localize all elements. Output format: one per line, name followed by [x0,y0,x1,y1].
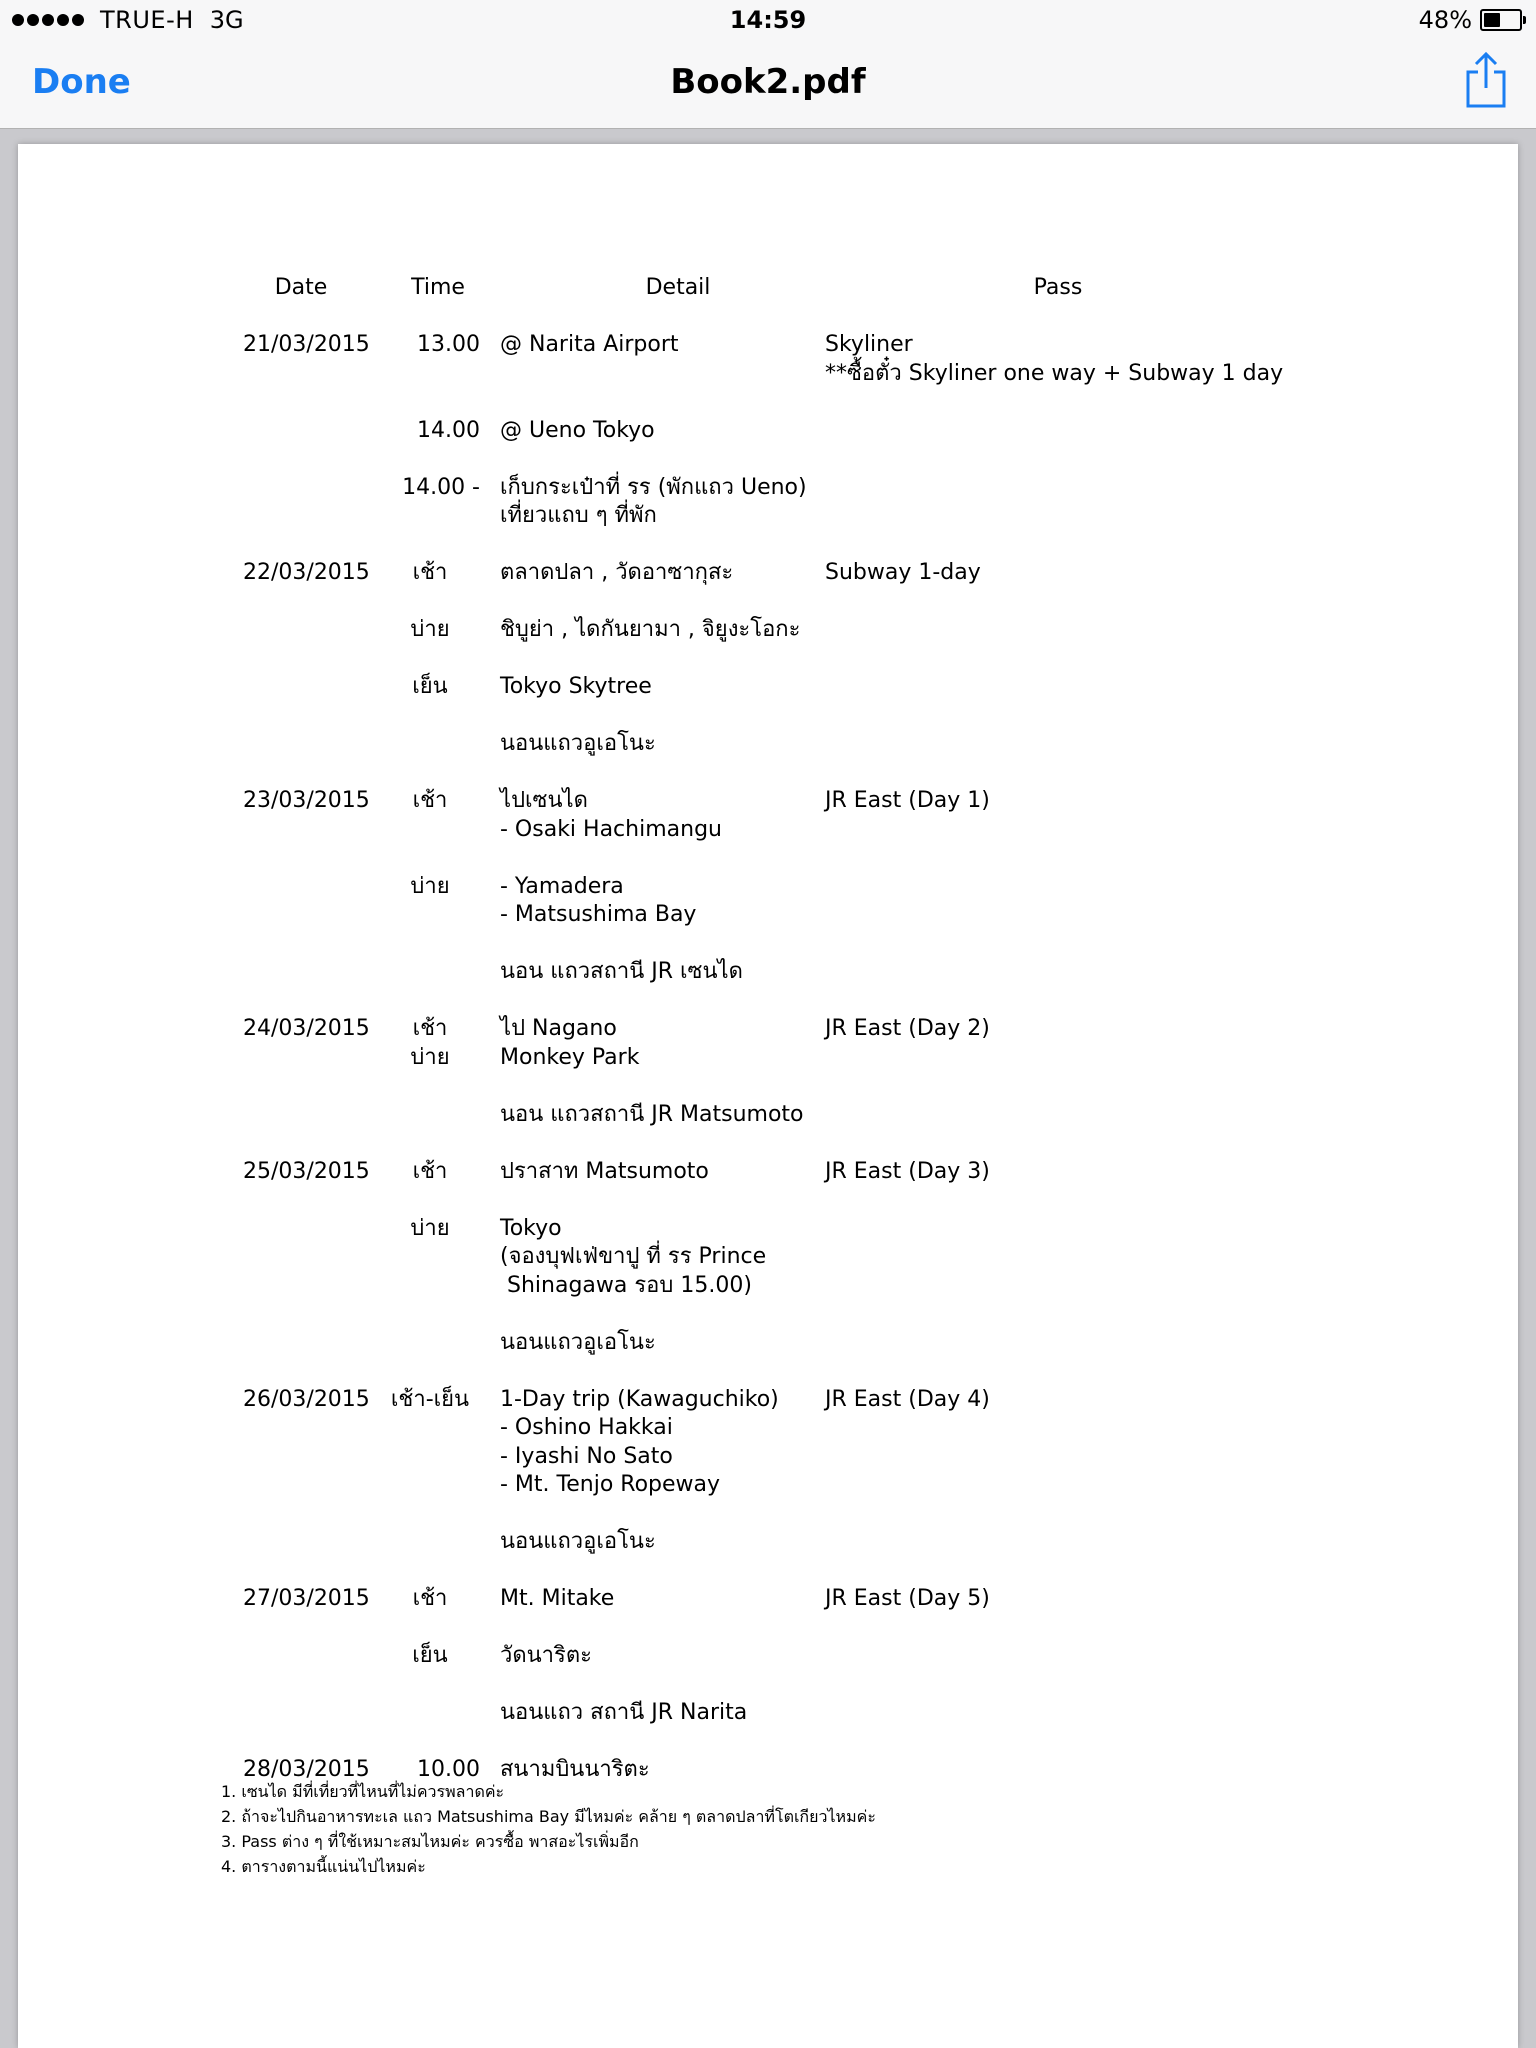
cell-detail: ตลาดปลา , วัดอาซากุสะ [500,560,734,585]
cell-time: เช้า บ่าย [410,1016,450,1070]
cell-detail: Mt. Mitake [500,1586,615,1611]
cell-detail: @ Ueno Tokyo [500,417,655,443]
cell-date: 22/03/2015 [243,560,370,585]
header-pass: Pass [1033,275,1083,300]
battery-percent: 48% [1418,6,1472,34]
cell-detail: เก็บกระเป๋าที่ รร (พักแถว Ueno) เที่ยวแถบ ๆ ที่พัก [500,474,807,528]
question-list [221,1780,1421,1880]
battery-icon [1480,9,1522,31]
status-time: 14:59 [729,6,807,34]
header-time: Time [411,275,465,300]
cell-detail: - Yamadera - Matsushima Bay [500,873,697,927]
done-button[interactable]: Done [32,62,131,102]
cell-detail: วัดนาริตะ [500,1643,592,1668]
cell-time: เช้า-เย็น [390,1386,470,1412]
cell-detail: ปราสาท Matsumoto [500,1158,709,1184]
cell-time: 14.00 - [402,474,480,500]
cell-time: เช้า [412,788,448,813]
cell-detail: Tokyo (จองบุฟเฟ่ขาปู ที่ รร Prince Shinagawa รอบ 15.00) [500,1215,767,1298]
cell-detail: ไป Nagano Monkey Park [500,1016,640,1070]
status-bar [0,0,1536,40]
cell-date: 24/03/2015 [243,1016,370,1041]
cell-time: บ่าย [410,1215,450,1241]
cell-time: 10.00 [417,1757,480,1782]
carrier-name: TRUE-H [100,6,194,34]
cell-time: เช้า [412,1586,448,1611]
cell-date: 26/03/2015 [243,1386,370,1412]
header-detail: Detail [645,275,711,300]
cell-detail: ไปเซนได - Osaki Hachimangu [500,788,722,842]
cell-date: 21/03/2015 [243,332,370,357]
cell-time: 14.00 [417,417,480,443]
cell-time: บ่าย [410,617,450,642]
cell-pass: JR East (Day 3) [825,1158,990,1184]
cell-detail: สนามบินนาริตะ [500,1757,650,1782]
cell-detail: นอนแถวอูเอโนะ [500,731,656,756]
cell-date: 23/03/2015 [243,788,370,813]
cell-date: 25/03/2015 [243,1158,370,1184]
cell-pass: JR East (Day 1) [825,788,990,813]
battery-level [1484,13,1500,27]
cell-time: เย็น [412,674,448,699]
document-title: Book2.pdf [670,62,866,102]
question-item: 3. Pass ต่าง ๆ ที่ใช้เหมาะสมไหมค่ะ ควรซื้อ พาสอะไรเพิ่มอีก [221,1832,639,1851]
cell-date: 28/03/2015 [243,1757,370,1782]
share-icon[interactable] [1464,52,1508,108]
cell-time: บ่าย [410,873,450,899]
cell-time: เย็น [412,1643,448,1668]
cell-time: เช้า [412,1158,448,1184]
navigation-bar [0,0,1536,129]
cell-detail: 1-Day trip (Kawaguchiko) - Oshino Hakkai - Iyashi No Sato - Mt. Tenjo Ropeway [500,1386,779,1497]
pdf-page [18,144,1518,2048]
cell-pass: JR East (Day 5) [825,1586,990,1611]
cell-detail: นอนแถวอูเอโนะ [500,1529,656,1554]
cell-pass: JR East (Day 4) [825,1386,990,1412]
cell-detail: นอน แถวสถานี JR Matsumoto [500,1101,804,1127]
cell-detail: นอน แถวสถานี JR เซนได [500,959,743,984]
battery-group [1419,6,1522,34]
cell-detail: @ Narita Airport [500,332,679,357]
cell-date: 27/03/2015 [243,1586,370,1611]
cell-detail: Tokyo Skytree [500,674,652,699]
cell-pass: Subway 1-day [825,560,981,585]
cell-time: 13.00 [417,332,480,357]
cell-detail: นอนแถวอูเอโนะ [500,1329,656,1355]
question-item: 4. ตารางตามนี้แน่นไปไหมค่ะ [221,1857,426,1876]
cell-detail: ชิบูย่า , ไดกันยามา , จิยูงะโอกะ [500,617,801,642]
cell-pass: Skyliner **ซื้อตั๋ว Skyliner one way + Subway 1 day [825,332,1284,386]
question-item: 2. ถ้าจะไปกินอาหารทะเล แถว Matsushima Bay มีไหมค่ะ คล้าย ๆ ตลาดปลาที่โตเกียวไหมค่ะ [221,1807,876,1826]
question-item: 1. เซนได มีที่เที่ยวที่ไหนที่ไม่ควรพลาดค่ะ [221,1782,505,1801]
network-type: 3G [209,6,244,34]
cell-pass: JR East (Day 2) [825,1016,990,1041]
cell-time: เช้า [412,560,448,585]
cell-detail: นอนแถว สถานี JR Narita [500,1700,748,1725]
header-date: Date [274,275,328,300]
